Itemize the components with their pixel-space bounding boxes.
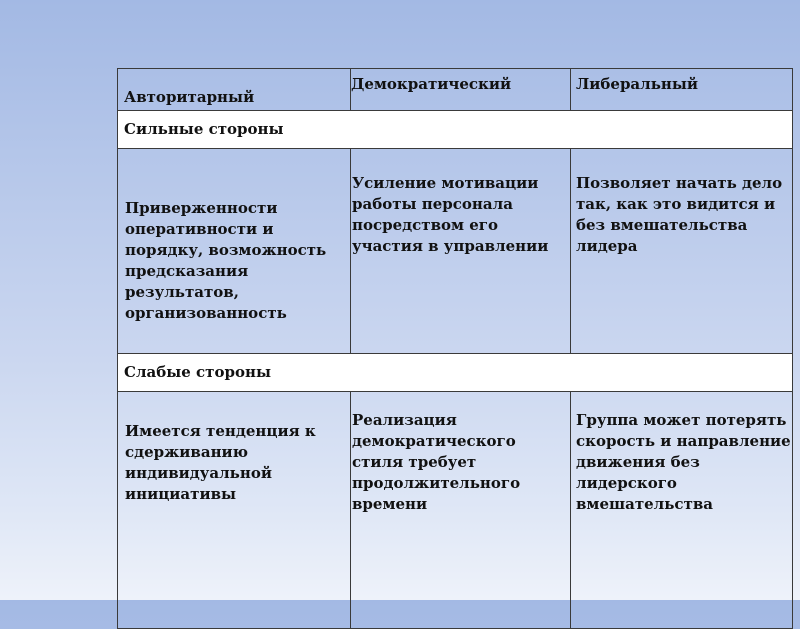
strength-liberal: Позволяет начать дело так, как это видится и без вмешательства лидера xyxy=(571,149,793,354)
header-democratic: Демократический xyxy=(351,69,571,111)
section-row-strengths xyxy=(118,111,793,149)
strength-democratic: Усиление мотивации работы персонала посредством его участия в управлении xyxy=(351,149,571,354)
header-authoritarian: Авторитарный xyxy=(118,69,351,111)
section-title-strengths: Сильные стороны xyxy=(118,111,793,149)
header-liberal: Либеральный xyxy=(571,69,793,111)
header-row xyxy=(118,69,793,111)
weakness-liberal: Группа может потерять скорость и направление движения без лидерского вмешательства xyxy=(571,392,793,629)
leadership-styles-table xyxy=(117,68,793,629)
table-row-strengths xyxy=(118,149,793,354)
weakness-authoritarian: Имеется тенденция к сдерживанию индивидуальной инициативы xyxy=(118,392,351,629)
table-row-weaknesses xyxy=(118,392,793,629)
section-title-weaknesses: Слабые стороны xyxy=(118,354,793,392)
section-row-weaknesses xyxy=(118,354,793,392)
weakness-democratic: Реализация демократического стиля требует продолжительного времени xyxy=(351,392,571,629)
strength-authoritarian: Приверженности оперативности и порядку, возможность предсказания результатов, организованность xyxy=(118,149,351,354)
